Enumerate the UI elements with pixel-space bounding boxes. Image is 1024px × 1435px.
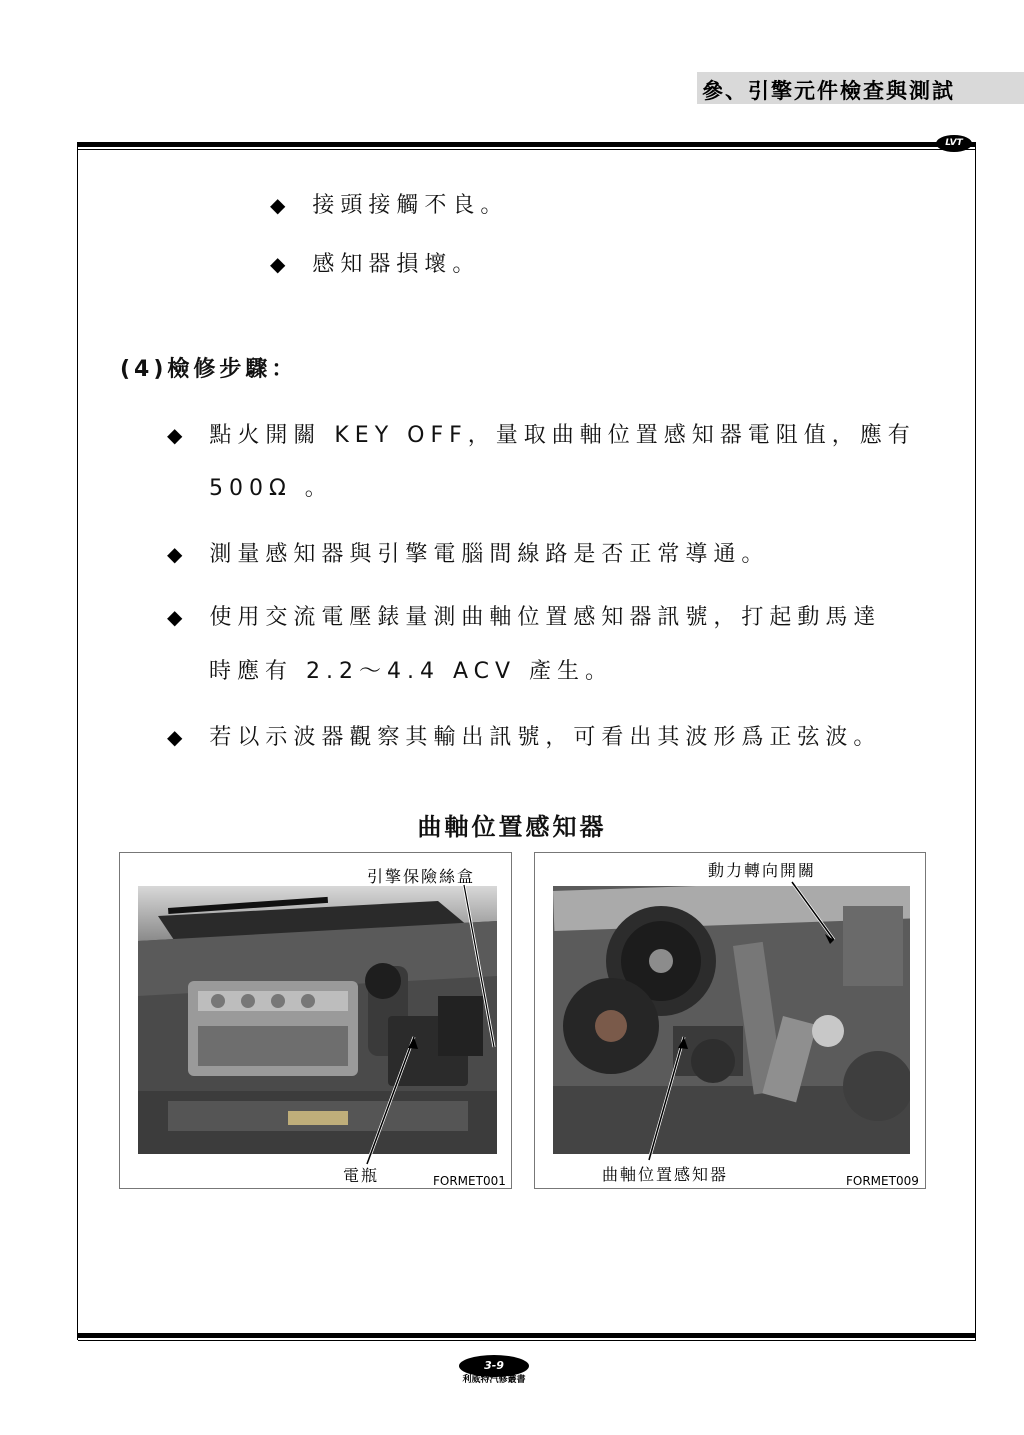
chapter-title: 參、引擎元件檢查與測試 [702,79,955,103]
right-callout-arrows [534,852,924,1187]
bullet-diamond-icon: ◆ [270,252,286,276]
top-rule-thin [78,149,976,150]
bullet-diamond-icon: ◆ [167,605,183,629]
frame-left [77,142,78,1340]
section-title: (4)檢修步驟： [120,357,298,382]
publisher-name: 利威特汽修叢書 [462,1375,526,1385]
label-crank-position-sensor: 曲軸位置感知器 [602,1165,729,1184]
figure-code-right: FORMET009 [846,1174,919,1188]
step-item: ◆ 測量感知器與引擎電腦間線路是否正常導通。 [167,542,770,567]
step-continuation: 500Ω 。 [209,476,333,501]
step-item: ◆ 若以示波器觀察其輸出訊號，可看出其波形爲正弦波。 [167,725,882,750]
page-number: 3-9 [459,1355,529,1377]
figure-code-left: FORMET001 [433,1174,506,1188]
left-callout-arrows [119,852,510,1187]
bullet-diamond-icon: ◆ [167,423,183,447]
figure-title: 曲軸位置感知器 [417,813,607,841]
top-rule [78,142,976,147]
bullet-diamond-icon: ◆ [270,193,286,217]
frame-right [975,142,976,1340]
label-battery: 電瓶 [343,1166,380,1185]
label-power-steering-switch: 動力轉向開關 [708,861,817,880]
label-engine-fuse-box: 引擎保險絲盒 [367,867,476,886]
step-item: ◆ 使用交流電壓錶量測曲軸位置感知器訊號，打起動馬達 [167,605,882,630]
step-item: ◆ 點火開關 KEY OFF，量取曲軸位置感知器電阻值，應有 [167,423,916,448]
bottom-rule-thin [78,1340,976,1341]
bottom-rule [78,1333,976,1338]
step-continuation: 時應有 2.2～4.4 ACV 產生。 [209,659,614,684]
bullet-diamond-icon: ◆ [167,725,183,749]
cause-item: ◆ 接頭接觸不良。 [270,193,509,218]
cause-item: ◆ 感知器損壞。 [270,252,481,277]
publisher-logo: LVT [936,135,972,152]
bullet-diamond-icon: ◆ [167,542,183,566]
